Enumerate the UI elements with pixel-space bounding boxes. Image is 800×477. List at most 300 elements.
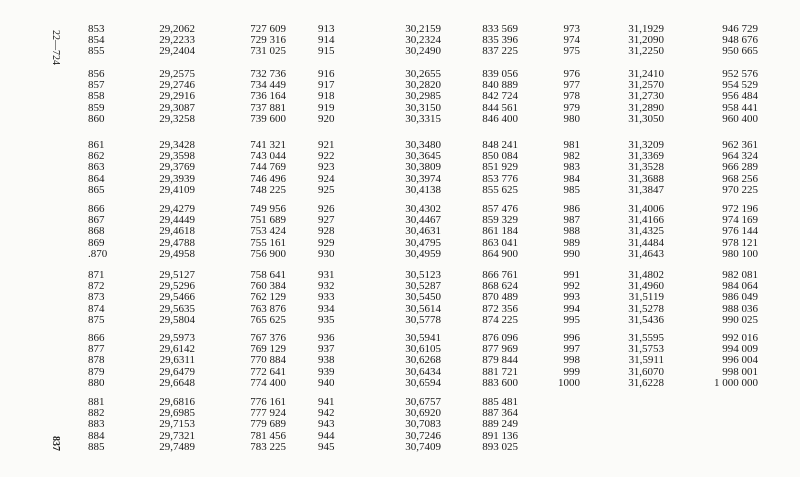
table-block (150, 270, 195, 326)
table-cell: 861 (88, 139, 105, 151)
table-cell: 29,5466 (159, 291, 195, 304)
table-block (545, 333, 580, 389)
table-block (150, 204, 195, 260)
table-cell: 29,3769 (159, 161, 195, 174)
table-cell: 840 889 (482, 79, 518, 92)
table-cell: 30,5287 (405, 280, 441, 293)
table-cell: 926 (318, 203, 335, 215)
table-cell: 924 (318, 172, 335, 185)
table-cell: 29,6985 (159, 407, 195, 420)
table-block (700, 140, 758, 196)
table-cell: 885 481 (482, 396, 518, 408)
table-block (545, 24, 580, 58)
table-cell: 1 000 000 (714, 376, 758, 389)
table-cell: 869 (88, 236, 105, 249)
table-block (383, 204, 441, 260)
table-cell: 866 761 (482, 269, 518, 281)
table-cell: 998 001 (722, 365, 758, 378)
table-cell: 933 (318, 291, 335, 304)
table-cell: 966 289 (722, 161, 758, 174)
table-cell: 986 (563, 203, 580, 215)
table-cell: 934 (318, 302, 335, 315)
table-block (383, 69, 441, 125)
table-cell: 756 900 (250, 247, 286, 260)
table-block (604, 24, 664, 58)
table-cell: 918 (318, 90, 335, 103)
table-cell: 29,6311 (159, 354, 195, 367)
table-cell: 29,7489 (159, 440, 195, 453)
table-cell: 882 (88, 407, 105, 420)
table-cell: 772 641 (250, 365, 286, 378)
table-cell: 932 (318, 280, 335, 293)
table-cell: 29,4958 (159, 247, 195, 260)
table-cell: 29,5804 (159, 313, 195, 326)
table-block (318, 333, 348, 389)
table-cell: 881 721 (482, 365, 518, 378)
table-cell: 980 100 (722, 247, 758, 260)
table-cell: 917 (318, 79, 335, 92)
table-block (604, 140, 664, 196)
table-cell: 30,3974 (405, 172, 441, 185)
table-cell: 31,4325 (628, 225, 664, 238)
table-cell: 887 364 (482, 407, 518, 420)
table-cell: 945 (318, 440, 335, 453)
table-block (246, 397, 286, 453)
table-cell: 31,5595 (628, 332, 664, 344)
table-cell: 31,4166 (628, 214, 664, 227)
table-cell: 937 (318, 343, 335, 356)
table-cell: 29,2233 (159, 34, 195, 47)
table-cell: 781 456 (250, 429, 286, 442)
table-cell: 736 164 (250, 90, 286, 103)
table-cell: 31,4802 (628, 269, 664, 281)
table-cell: 857 (88, 79, 105, 92)
table-block (700, 204, 758, 260)
table-cell: 30,3315 (405, 112, 441, 125)
table-cell: 884 (88, 429, 105, 442)
table-block (88, 69, 118, 125)
table-cell: 929 (318, 236, 335, 249)
table-cell: 31,3688 (628, 172, 664, 185)
table-cell: 29,4788 (159, 236, 195, 249)
table-block (88, 24, 118, 58)
table-cell: 30,6268 (405, 354, 441, 367)
table-cell: 31,5278 (628, 302, 664, 315)
table-cell: 942 (318, 407, 335, 420)
table-cell: 935 (318, 313, 335, 326)
table-cell: 989 (563, 236, 580, 249)
table-cell: 753 424 (250, 225, 286, 238)
table-cell: 982 081 (722, 269, 758, 281)
table-cell: 851 929 (482, 161, 518, 174)
table-cell: 862 (88, 150, 105, 163)
table-cell: 30,5450 (405, 291, 441, 304)
table-cell: 868 624 (482, 280, 518, 293)
table-cell: 31,2090 (628, 34, 664, 47)
table-cell: 29,4109 (159, 183, 195, 196)
table-cell: 29,3598 (159, 150, 195, 163)
table-cell: 31,5119 (628, 291, 664, 304)
table-cell: 858 (88, 90, 105, 103)
table-cell: 31,4006 (628, 203, 664, 215)
table-cell: 29,3939 (159, 172, 195, 185)
table-cell: 31,3847 (628, 183, 664, 196)
table-cell: 867 (88, 214, 105, 227)
table-cell: 994 009 (722, 343, 758, 356)
table-cell: 950 665 (722, 45, 758, 58)
table-block (545, 270, 580, 326)
table-block (700, 270, 758, 326)
table-cell: 891 136 (482, 429, 518, 442)
table-cell: 29,6142 (159, 343, 195, 356)
table-cell: 835 396 (482, 34, 518, 47)
table-block (318, 204, 348, 260)
table-cell: 856 (88, 68, 105, 80)
table-block (150, 397, 195, 453)
table-cell: 30,3480 (405, 139, 441, 151)
table-cell: 30,6757 (405, 396, 441, 408)
table-cell: 877 (88, 343, 105, 356)
table-block (478, 397, 518, 453)
table-cell: 30,7409 (405, 440, 441, 453)
table-cell: 968 256 (722, 172, 758, 185)
table-cell: 978 121 (722, 236, 758, 249)
table-cell: 986 049 (722, 291, 758, 304)
table-cell: 956 484 (722, 90, 758, 103)
table-cell: 770 884 (250, 354, 286, 367)
table-cell: 29,5127 (159, 269, 195, 281)
table-cell: 874 225 (482, 313, 518, 326)
table-cell: 839 056 (482, 68, 518, 80)
table-cell: 30,7246 (405, 429, 441, 442)
table-block (246, 333, 286, 389)
table-cell: 29,2062 (159, 23, 195, 35)
table-cell: 938 (318, 354, 335, 367)
table-cell: 30,4467 (405, 214, 441, 227)
table-cell: 866 (88, 332, 105, 344)
table-block (88, 204, 118, 260)
table-cell: 983 (563, 161, 580, 174)
table-cell: 864 900 (482, 247, 518, 260)
table-cell: 876 096 (482, 332, 518, 344)
table-cell: 30,2820 (405, 79, 441, 92)
table-cell: 29,5973 (159, 332, 195, 344)
table-cell: 962 361 (722, 139, 758, 151)
table-cell: 979 (563, 101, 580, 114)
table-cell: 881 (88, 396, 105, 408)
table-cell: 29,5296 (159, 280, 195, 293)
table-cell: 30,3150 (405, 101, 441, 114)
table-cell: 30,6105 (405, 343, 441, 356)
table-cell: 874 (88, 302, 105, 315)
table-cell: 30,5941 (405, 332, 441, 344)
table-block (604, 204, 664, 260)
table-cell: 976 144 (722, 225, 758, 238)
table-cell: 922 (318, 150, 335, 163)
table-cell: 996 004 (722, 354, 758, 367)
table-cell: 915 (318, 45, 335, 58)
table-cell: 760 384 (250, 280, 286, 293)
table-block (700, 24, 758, 58)
table-block (88, 140, 118, 196)
table-cell: 783 225 (250, 440, 286, 453)
table-cell: 29,3258 (159, 112, 195, 125)
table-cell: 29,2746 (159, 79, 195, 92)
table-cell: 973 (563, 23, 580, 35)
table-cell: 30,6594 (405, 376, 441, 389)
table-block (383, 270, 441, 326)
table-cell: 29,4279 (159, 203, 195, 215)
table-cell: 30,4959 (405, 247, 441, 260)
table-cell: 765 625 (250, 313, 286, 326)
table-cell: 859 329 (482, 214, 518, 227)
table-cell: 29,5635 (159, 302, 195, 315)
table-cell: 992 016 (722, 332, 758, 344)
table-cell: 893 025 (482, 440, 518, 453)
table-cell: 875 (88, 313, 105, 326)
table-cell: 854 (88, 34, 105, 47)
table-cell: 769 129 (250, 343, 286, 356)
table-cell: 857 476 (482, 203, 518, 215)
table-cell: 734 449 (250, 79, 286, 92)
table-cell: 964 324 (722, 150, 758, 163)
table-cell: 844 561 (482, 101, 518, 114)
table-cell: 931 (318, 269, 335, 281)
table-cell: 914 (318, 34, 335, 47)
table-cell: 865 (88, 183, 105, 196)
table-block (88, 397, 118, 453)
table-cell: 30,4631 (405, 225, 441, 238)
table-cell: 29,6479 (159, 365, 195, 378)
table-block (604, 333, 664, 389)
table-cell: 30,4302 (405, 203, 441, 215)
table-cell: 767 376 (250, 332, 286, 344)
table-cell: 31,5436 (628, 313, 664, 326)
table-cell: 872 (88, 280, 105, 293)
table-cell: 980 (563, 112, 580, 125)
table-cell: 743 044 (250, 150, 286, 163)
table-cell: 870 489 (482, 291, 518, 304)
table-cell: 970 225 (722, 183, 758, 196)
table-cell: 833 569 (482, 23, 518, 35)
table-cell: 940 (318, 376, 335, 389)
table-cell: 873 (88, 291, 105, 304)
table-cell: 842 724 (482, 90, 518, 103)
table-cell: 863 (88, 161, 105, 174)
table-cell: 741 321 (250, 139, 286, 151)
table-cell: 993 (563, 291, 580, 304)
table-cell: 985 (563, 183, 580, 196)
table-cell: 1000 (558, 376, 580, 389)
table-cell: 848 241 (482, 139, 518, 151)
table-cell: 731 025 (250, 45, 286, 58)
table-block (150, 333, 195, 389)
table-cell: 871 (88, 269, 105, 281)
table-cell: 31,6228 (628, 376, 664, 389)
table-cell: 776 161 (250, 396, 286, 408)
table-cell: 31,6070 (628, 365, 664, 378)
table-block (88, 333, 118, 389)
table-cell: 995 (563, 313, 580, 326)
table-block (150, 69, 195, 125)
table-cell: 877 969 (482, 343, 518, 356)
table-block (318, 24, 348, 58)
table-cell: 988 036 (722, 302, 758, 315)
table-cell: 729 316 (250, 34, 286, 47)
table-block (246, 270, 286, 326)
table-cell: 31,3050 (628, 112, 664, 125)
table-block (604, 270, 664, 326)
table-cell: 878 (88, 354, 105, 367)
table-cell: 30,2655 (405, 68, 441, 80)
table-cell: 31,4484 (628, 236, 664, 249)
table-cell: 30,2985 (405, 90, 441, 103)
table-cell: 987 (563, 214, 580, 227)
table-block (318, 140, 348, 196)
table-block (318, 397, 348, 453)
table-cell: 31,2890 (628, 101, 664, 114)
table-cell: 883 (88, 418, 105, 431)
table-block (545, 204, 580, 260)
table-cell: 976 (563, 68, 580, 80)
table-cell: 749 956 (250, 203, 286, 215)
table-cell: 30,4795 (405, 236, 441, 249)
table-cell: 868 (88, 225, 105, 238)
table-cell: 872 356 (482, 302, 518, 315)
table-cell: 960 400 (722, 112, 758, 125)
table-cell: 732 736 (250, 68, 286, 80)
table-block (383, 140, 441, 196)
table-cell: 30,6920 (405, 407, 441, 420)
table-cell: 774 400 (250, 376, 286, 389)
table-cell: 30,4138 (405, 183, 441, 196)
table-cell: 927 (318, 214, 335, 227)
table-cell: 984 064 (722, 280, 758, 293)
table-cell: 30,2490 (405, 45, 441, 58)
table-block (246, 204, 286, 260)
table-cell: 855 625 (482, 183, 518, 196)
table-block (246, 140, 286, 196)
table-cell: 984 (563, 172, 580, 185)
table-cell: 779 689 (250, 418, 286, 431)
table-block (478, 69, 518, 125)
table-cell: 744 769 (250, 161, 286, 174)
table-cell: 850 084 (482, 150, 518, 163)
table-cell: 913 (318, 23, 335, 35)
table-block (478, 140, 518, 196)
table-cell: 30,3645 (405, 150, 441, 163)
table-cell: 31,3209 (628, 139, 664, 151)
table-cell: 29,2916 (159, 90, 195, 103)
table-cell: 29,4618 (159, 225, 195, 238)
table-cell: 739 600 (250, 112, 286, 125)
table-cell: 954 529 (722, 79, 758, 92)
table-cell: 943 (318, 418, 335, 431)
table-block (88, 270, 118, 326)
table-cell: 990 025 (722, 313, 758, 326)
table-cell: 948 676 (722, 34, 758, 47)
table-cell: 946 729 (722, 23, 758, 35)
table-cell: 880 (88, 376, 105, 389)
table-block (478, 333, 518, 389)
table-cell: 861 184 (482, 225, 518, 238)
table-block (150, 24, 195, 58)
table-cell: 846 400 (482, 112, 518, 125)
table-cell: 29,2404 (159, 45, 195, 58)
table-cell: 29,2575 (159, 68, 195, 80)
table-cell: 30,6434 (405, 365, 441, 378)
table-block (383, 397, 441, 453)
table-block (383, 333, 441, 389)
table-cell: 977 (563, 79, 580, 92)
table-cell: 866 (88, 203, 105, 215)
table-cell: 727 609 (250, 23, 286, 35)
table-cell: 748 225 (250, 183, 286, 196)
page-number: 837 (50, 436, 61, 451)
table-cell: 939 (318, 365, 335, 378)
table-cell: 952 576 (722, 68, 758, 80)
table-cell: 30,7083 (405, 418, 441, 431)
table-block (318, 69, 348, 125)
table-cell: 863 041 (482, 236, 518, 249)
table-block (478, 204, 518, 260)
table-cell: 997 (563, 343, 580, 356)
table-cell: 837 225 (482, 45, 518, 58)
table-cell: 972 196 (722, 203, 758, 215)
table-cell: 853 (88, 23, 105, 35)
table-cell: 883 600 (482, 376, 518, 389)
table-cell: 777 924 (250, 407, 286, 420)
table-cell: 925 (318, 183, 335, 196)
table-cell: 31,2410 (628, 68, 664, 80)
table-cell: 755 161 (250, 236, 286, 249)
table-cell: 930 (318, 247, 335, 260)
table-cell: 31,2570 (628, 79, 664, 92)
table-cell: 31,2250 (628, 45, 664, 58)
table-block (318, 270, 348, 326)
table-cell: 958 441 (722, 101, 758, 114)
table-cell: 859 (88, 101, 105, 114)
table-block (700, 333, 758, 389)
table-cell: 31,3369 (628, 150, 664, 163)
table-cell: 974 (563, 34, 580, 47)
table-cell: 879 844 (482, 354, 518, 367)
table-cell: .870 (88, 247, 108, 260)
table-cell: 928 (318, 225, 335, 238)
table-cell: 762 129 (250, 291, 286, 304)
table-cell: 919 (318, 101, 335, 114)
table-block (604, 69, 664, 125)
table-cell: 29,7153 (159, 418, 195, 431)
table-cell: 999 (563, 365, 580, 378)
table-cell: 996 (563, 332, 580, 344)
table-cell: 31,4960 (628, 280, 664, 293)
table-cell: 737 881 (250, 101, 286, 114)
side-label-top: 22—724 (50, 30, 61, 65)
table-cell: 994 (563, 302, 580, 315)
table-cell: 30,2324 (405, 34, 441, 47)
table-cell: 991 (563, 269, 580, 281)
table-cell: 31,2730 (628, 90, 664, 103)
table-cell: 751 689 (250, 214, 286, 227)
table-cell: 916 (318, 68, 335, 80)
table-cell: 860 (88, 112, 105, 125)
table-block (700, 69, 758, 125)
table-block (383, 24, 441, 58)
table-cell: 31,1929 (628, 23, 664, 35)
table-block (246, 69, 286, 125)
table-cell: 758 641 (250, 269, 286, 281)
